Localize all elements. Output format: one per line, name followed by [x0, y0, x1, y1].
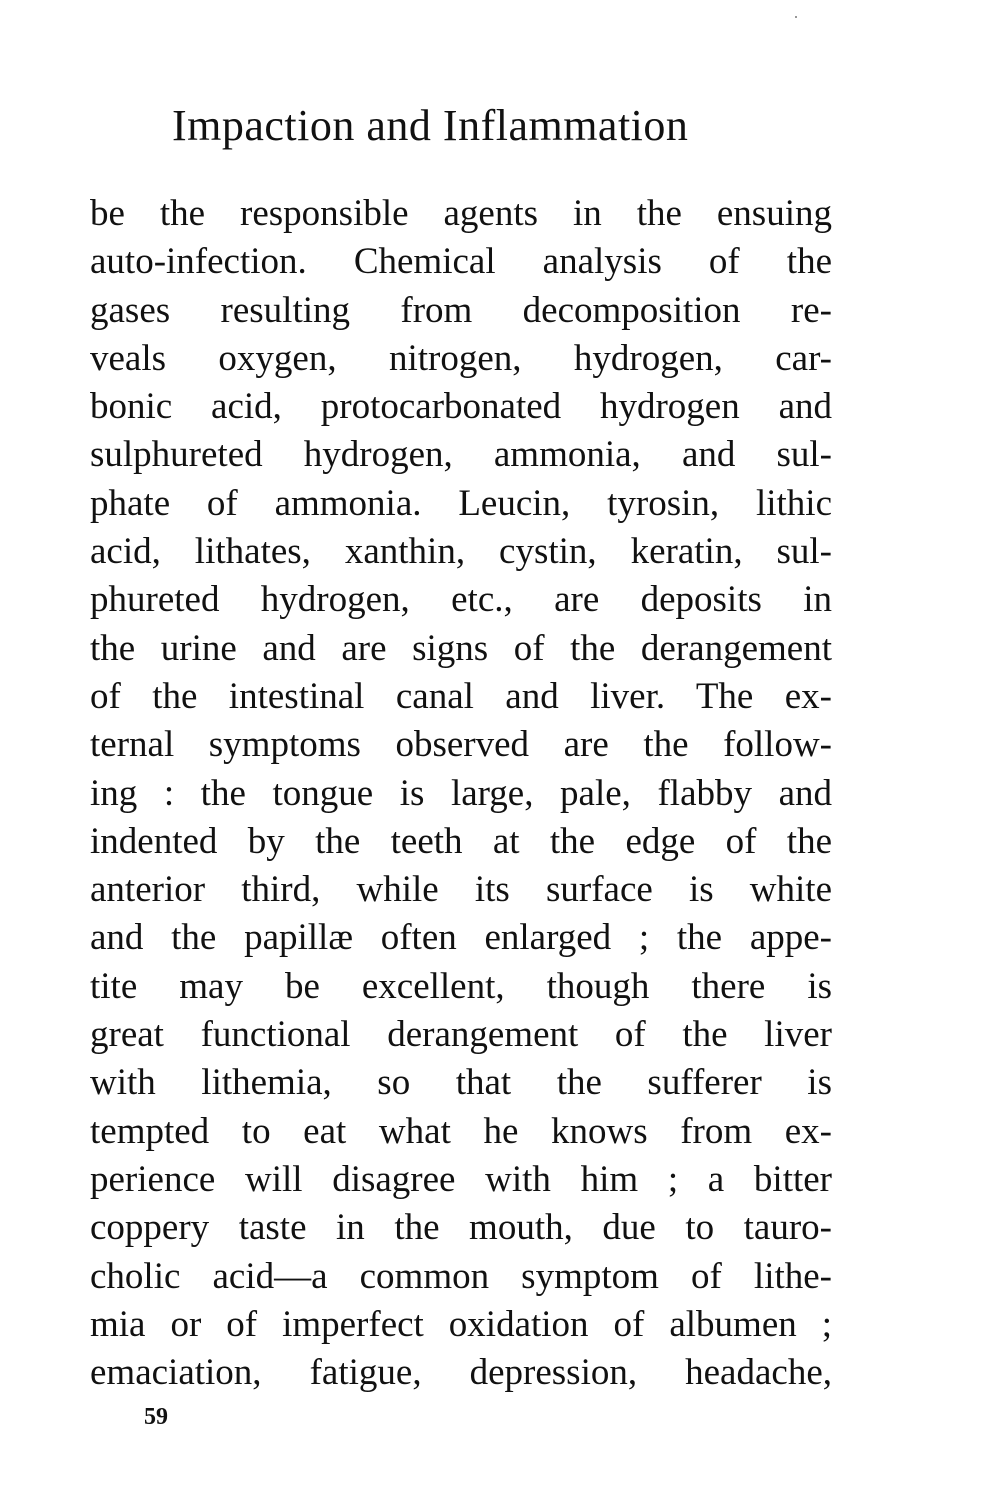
- text-line: the urine and are signs of the derangement: [90, 627, 832, 669]
- paper-speck: [795, 16, 797, 18]
- text-line: ing : the tongue is large, pale, flabby and: [90, 772, 832, 814]
- body-text: [90, 190, 832, 1397]
- page-number: 59: [144, 1404, 168, 1430]
- text-line: of the intestinal canal and liver. The ex-: [90, 675, 832, 717]
- text-line: anterior third, while its surface is white: [90, 869, 832, 911]
- text-line: with lithemia, so that the sufferer is: [90, 1062, 832, 1104]
- text-line: indented by the teeth at the edge of the: [90, 820, 832, 862]
- text-line: perience will disagree with him ; a bitter: [90, 1158, 832, 1200]
- text-line: phureted hydrogen, etc., are deposits in: [90, 579, 832, 621]
- text-line: acid, lithates, xanthin, cystin, keratin, sul-: [90, 531, 832, 573]
- text-line: coppery taste in the mouth, due to tauro-: [90, 1207, 832, 1249]
- text-line: tite may be excellent, though there is: [90, 965, 832, 1007]
- text-line: gases resulting from decomposition re-: [90, 289, 832, 331]
- text-line: mia or of imperfect oxidation of albumen ;: [90, 1303, 832, 1345]
- text-line: tempted to eat what he knows from ex-: [90, 1110, 832, 1152]
- text-line: bonic acid, protocarbonated hydrogen and: [90, 386, 832, 428]
- running-head: Impaction and Inflammation: [172, 101, 689, 150]
- text-line: veals oxygen, nitrogen, hydrogen, car-: [90, 337, 832, 379]
- text-line: great functional derangement of the liver: [90, 1014, 832, 1056]
- text-line: phate of ammonia. Leucin, tyrosin, lithic: [90, 482, 832, 524]
- text-line: sulphureted hydrogen, ammonia, and sul-: [90, 434, 832, 476]
- text-line: and the papillæ often enlarged ; the appe-: [90, 917, 832, 959]
- text-line: ternal symptoms observed are the follow-: [90, 724, 832, 766]
- text-line: cholic acid—a common symptom of lithe-: [90, 1255, 832, 1297]
- text-line: emaciation, fatigue, depression, headache,: [90, 1352, 832, 1394]
- text-line: be the responsible agents in the ensuing: [90, 193, 832, 234]
- text-line: auto-infection. Chemical analysis of the: [90, 241, 832, 283]
